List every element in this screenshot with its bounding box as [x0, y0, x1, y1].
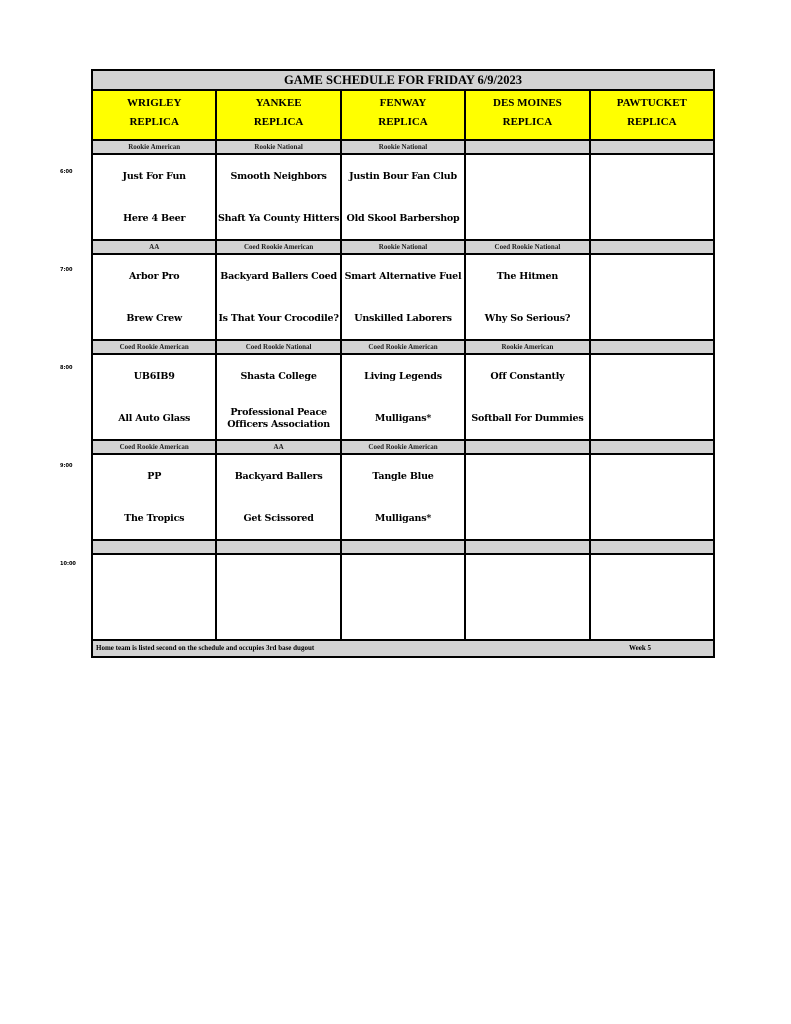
- division-label: [591, 241, 713, 253]
- field-name: DES MOINES: [493, 97, 562, 109]
- away-team: Tangle Blue: [372, 471, 434, 482]
- field-sub: REPLICA: [502, 116, 553, 128]
- away-team: Backyard Ballers Coed: [220, 271, 337, 282]
- division-label: Rookie American: [466, 341, 590, 353]
- game-row: [93, 255, 713, 341]
- field-header-row: [93, 91, 713, 141]
- game-row: [93, 455, 713, 541]
- away-team: UB6IB9: [133, 371, 175, 382]
- division-label: Rookie American: [93, 141, 217, 153]
- division-label: AA: [217, 441, 341, 453]
- division-row: [93, 241, 713, 255]
- away-team: The Hitmen: [496, 271, 559, 282]
- game-cell: [466, 455, 590, 539]
- away-team: Smart Alternative Fuel: [344, 271, 462, 282]
- field-header-pawtucket: [591, 91, 713, 139]
- game-cell: [93, 255, 217, 339]
- home-team: Old Skool Barbershop: [346, 213, 460, 224]
- field-name: PAWTUCKET: [616, 97, 687, 109]
- division-label: [466, 141, 590, 153]
- field-name: YANKEE: [255, 97, 302, 109]
- field-sub: REPLICA: [378, 116, 428, 128]
- away-team: Living Legends: [364, 371, 442, 382]
- game-cell: [342, 355, 466, 439]
- division-label: [591, 341, 713, 353]
- game-row: [93, 155, 713, 241]
- time-label: 9:00: [60, 463, 73, 469]
- game-cell: [217, 155, 341, 239]
- home-team: Is That Your Crocodile?: [218, 313, 339, 324]
- game-cell: [591, 555, 713, 639]
- game-cell: [591, 455, 713, 539]
- game-cell: [342, 555, 466, 639]
- field-name: WRIGLEY: [127, 97, 182, 109]
- game-row: [93, 555, 713, 641]
- schedule-title: GAME SCHEDULE FOR FRIDAY 6/9/2023: [93, 71, 713, 91]
- field-sub: REPLICA: [627, 116, 677, 128]
- game-cell: [591, 155, 713, 239]
- game-cell: [591, 355, 713, 439]
- field-sub: REPLICA: [129, 116, 179, 128]
- away-team: Arbor Pro: [129, 271, 180, 282]
- division-label: AA: [93, 241, 217, 253]
- division-label: Rookie National: [342, 141, 466, 153]
- game-cell: [342, 455, 466, 539]
- game-cell: [217, 455, 341, 539]
- game-cell: [217, 255, 341, 339]
- division-label: [466, 441, 590, 453]
- division-label: Coed Rookie American: [217, 241, 341, 253]
- home-team: Professional Peace Officers Association: [227, 407, 330, 430]
- game-cell: [217, 555, 341, 639]
- division-label: Coed Rookie National: [217, 341, 341, 353]
- field-sub: REPLICA: [253, 116, 304, 128]
- division-label: Coed Rookie American: [342, 341, 466, 353]
- game-cell: [466, 355, 590, 439]
- away-team: Justin Bour Fan Club: [349, 171, 457, 182]
- field-name: FENWAY: [379, 97, 427, 109]
- game-cell: [93, 355, 217, 439]
- field-header-yankee: [217, 91, 341, 139]
- division-row: [93, 141, 713, 155]
- game-cell: [466, 155, 590, 239]
- time-label: 10:00: [60, 561, 76, 567]
- division-label: Coed Rookie American: [93, 341, 217, 353]
- game-cell: [93, 155, 217, 239]
- division-label: [217, 541, 341, 553]
- home-team: Here 4 Beer: [123, 213, 186, 224]
- schedule-footer: [93, 641, 713, 656]
- away-team: Smooth Neighbors: [230, 171, 327, 182]
- game-cell: [342, 255, 466, 339]
- division-label: [342, 541, 466, 553]
- away-team: Off Constantly: [490, 371, 565, 382]
- game-cell: [93, 455, 217, 539]
- division-label: Coed Rookie National: [466, 241, 590, 253]
- home-team: All Auto Glass: [118, 413, 191, 424]
- field-header-des-moines: [466, 91, 590, 139]
- game-cell: [93, 555, 217, 639]
- game-cell: [591, 255, 713, 339]
- time-label: 6:00: [60, 169, 73, 175]
- week-label: Week 5: [629, 644, 651, 652]
- division-row: [93, 341, 713, 355]
- away-team: PP: [147, 471, 162, 482]
- schedule-sheet: [91, 69, 715, 658]
- division-row: [93, 541, 713, 555]
- time-label: 8:00: [60, 365, 73, 371]
- field-header-wrigley: [93, 91, 217, 139]
- away-team: Backyard Ballers: [234, 471, 323, 482]
- home-team: Get Scissored: [243, 513, 314, 524]
- division-label: [93, 541, 217, 553]
- home-team-note: Home team is listed second on the schedule and occupies 3rd base dugout: [96, 644, 315, 652]
- home-team: Shaft Ya County Hitters: [217, 213, 340, 224]
- division-label: Rookie National: [342, 241, 466, 253]
- division-label: Coed Rookie American: [342, 441, 466, 453]
- division-label: [591, 541, 713, 553]
- game-cell: [342, 155, 466, 239]
- time-label: 7:00: [60, 267, 73, 273]
- division-label: [591, 441, 713, 453]
- away-team: Shasta College: [240, 371, 317, 382]
- home-team: Unskilled Laborers: [354, 313, 452, 324]
- division-row: [93, 441, 713, 455]
- division-label: [591, 141, 713, 153]
- away-team: Just For Fun: [122, 171, 186, 182]
- game-cell: [217, 355, 341, 439]
- division-label: Coed Rookie American: [93, 441, 217, 453]
- home-team: Mulligans*: [374, 513, 432, 524]
- home-team: Mulligans*: [374, 413, 432, 424]
- game-cell: [466, 255, 590, 339]
- field-header-fenway: [342, 91, 466, 139]
- division-label: [466, 541, 590, 553]
- home-team: The Tropics: [124, 513, 185, 524]
- game-cell: [466, 555, 590, 639]
- home-team: Why So Serious?: [484, 313, 571, 324]
- home-team: Softball For Dummies: [471, 413, 584, 424]
- game-row: [93, 355, 713, 441]
- division-label: Rookie National: [217, 141, 341, 153]
- home-team: Brew Crew: [126, 313, 182, 324]
